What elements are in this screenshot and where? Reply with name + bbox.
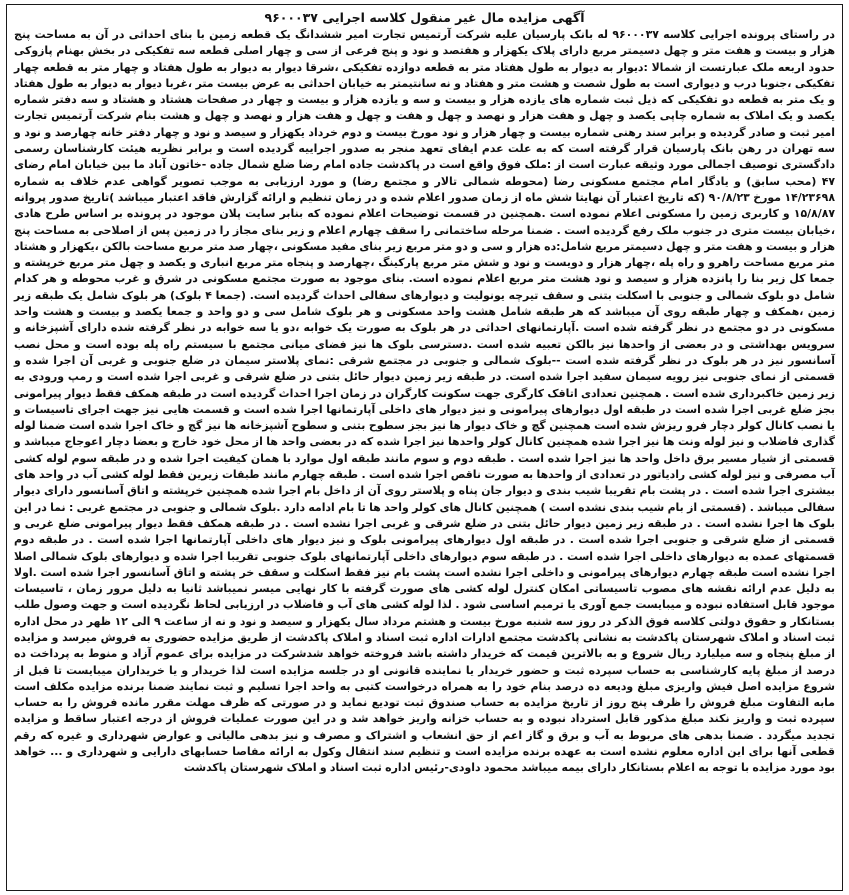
notice-body <box>14 27 835 777</box>
auction-notice <box>6 4 843 891</box>
notice-title: آگهی مزایده مال غیر منقول کلاسه اجرایی ۹۶۰۰۰۳۷ <box>264 10 585 25</box>
notice-paragraph: در راستای پرونده اجرایی کلاسه ۹۶۰۰۰۳۷ له بانک پارسیان علیه شرکت آرتمیس تجارت امیر ششدانگ یک قطعه زمین با بنای احداثی در آن به مساحت پنج هزار و بیست و هفت متر و چهل دسیمتر مربع دارای پلاک یکهزار و هفتصد و نود و پنج فرعی از سی و چهار اصلی قطعه سه تفکیکی در بخش بهنام پازوکی حدود اربعه ملک عبارتست از شمالا :دیوار به دیوار به طول هفتاد متر به قطعه دوازده تفکیکی ،شرقا دیوار به دیوار به طول هفتاد و چهار متر به قطعه چهار تفکیکی ،جنوبا درب و دیواری است به طول شصت و هشت متر و هفتاد و نه سانتیمتر به خیابان احداثی به عرض بیست متر ،غربا دیوار به دیوار به طول هفتاد و یک متر به قطعه دو تفکیکی که ذیل ثبت شماره های یازده هزار و بیست و سه و یازده هزار و بیست و چهار در صفحات هشتاد و هشتاد و سه دفتر شماره یکصد و یک املاک به شماره چاپی یکصد و چهل و هفت هزار و نهصد و چهل و هفت و چهل و هفت هزار و نهصد و چهل و هشت بنام شرکت آرتمیس تجارت امیر ثبت و صادر گردیده و برابر سند رهنی شماره بیست و چهار هزار و نود مورخ بیست و دوم خرداد یکهزار و سیصد و نود و چهار دفتر خانه چهارصد و نود و سه تهران در رهن بانک پارسیان قرار گرفته است که به علت عدم ایفای تعهد منجر به صدور اجراییه گردیده است و برابر نظریه هیئت کارشناسان رسمی دادگستری توصیف اجمالی مورد وثیقه عبارت است از :ملک فوق واقع است در پاکدشت جاده امام رضا ضلع شمال جاده -خاتون آباد ما بین خیابان امام رضای ۴۷ (محب سابق) و یادگار امام مجتمع مسکونی رضا (محوطه شمالی تالار و مجتمع رضا) و مورد ارزیابی به موجب تصویر گواهی عدم خلاف به شماره ۱۴/۲۳۶۹۸ مورخ ۹۰/۸/۲۳ (که تاریخ اعتبار آن نهایتا شش ماه از زمان صدور اعلام شده و در زمان تنظیم و ارائه گزارش فاقد اعتبار میباشد )تاریخ صدور پروانه ۱۵/۸/۸۷ و کاربری زمین را مسکونی اعلام نموده است .همچنین در قسمت توضیحات اعلام نموده که بنابر سایت پلان موجود در پرونده بر اساس طرح هادی ،خیابان بیست متری در جنوب ملک رفع گردیده است . ضمنا مرحله ساختمانی را سقف چهارم اعلام و زیر بنای مجاز را در زمین پس از اصلاحی به مساحت پنج هزار و بیست و هفت متر و چهل دسیمتر مربع شامل:ده هزار و سی و دو متر مربع زیر بنای مفید مسکونی ،چهار صد متر مربع مساحت بالکن ،یکهزار و هشتاد متر مربع مساحت راهرو و راه پله ،چهار هزار و دویست و نود و شش متر مربع پارکینگ ،چهارصد و پنجاه متر مربع انباری و یکصد و چهل متر مربع خرپشته و جمعا کل زیر بنا را پانزده هزار و سیصد و نود هشت متر مربع اعلام نموده است. بنای موجود به صورت مجتمع مسکونی در شرق و غرب محوطه و هر کدام شامل دو بلوک شمالی و جنوبی با اسکلت بتنی و سقف تیرچه یونولیت و دیوارهای سفالی احداث گردیده است. (جمعا ۴ بلوک) هر بلوک شامل یک طبقه زیر زمین ،همکف و چهار طبقه روی آن میباشد که هر طبقه شامل هشت واحد مسکونی و هر بلوک شامل سی و دو واحد و جمعا یکصد و بیست و هشت واحد مسکونی در دو مجتمع در نظر گرفته شده است .آپارتمانهای احداثی در هر بلوک به صورت یک خوابه ،دو یا سه خوابه در نظر گرفته شده دارای آشپزخانه و سرویس بهداشتی و در بعضی از واحدها نیز بالکن تعبیه شده است .دسترسی بلوک ها نیز فضای میانی مجتمع با سیستم راه پله بوده است و محل نصب آسانسور نیز در هر بلوک در نظر گرفته شده است --بلوک شمالی و جنوبی در مجتمع شرقی :نمای پلاستر سیمان در ضلع جنوبی و غربی آن اجرا شده و قسمتی از نمای جنوبی نیز رویه سیمان سفید اجرا شده است. در طبقه زیر زمین دیوار حائل بتنی در ضلع شرقی و غربی اجرا شده است و رمپ ورودی به زیر زمین خاکبرداری شده است . همچنین تعدادی اتاقک کارگری جهت سکونت کارگران در زمان اجرا احداث گردیده است در طبقه همکف فقط دیوار پیرامونی بجز ضلع غربی اجرا شده است در طبقه اول دیوارهای پیرامونی و نیز دیوار های داخلی آپارتمانها اجرا شده است و قسمت هایی نیز جهت اجرای تاسیسات و یا نصب کانال کولر دچار فرو ریزش شده است همچنین گچ و خاک دیوار ها نیز بجز سطوح بتنی و سطوح آشپزخانه ها نیز گچ و خاک اجرا شده است ضمنا لوله گذاری فاضلاب و نیز لوله ونت ها نیز اجرا شده همچنین کانال کولر واحدها نیز اجرا شده که در بعضی واحد ها از محل خود خارج و بعضا دچار اعوجاج میباشد و قسمتی از شیار مسیر برق داخل واحد ها نیز اجرا شده است . طبقه دوم و سوم مانند طبقه اول موارد با همان کیفیت اجرا شده و در طبقه سوم لوله کشی آب مصرفی و نیز لوله کشی رادیاتور در تعدادی از واحدها به صورت ناقص اجرا شده است . طبقه چهارم مانند طبقات زیرین فقط لوله کشی آب در واحد های بیشتری اجرا شده است . در پشت بام تقریبا شیب بندی و دیوار جان پناه و پلاستر روی آن از داخل بام اجرا شده همچنین خرپشته و اتاق آسانسور دارای دیوار سفالی میباشد . (قسمتی از بام شیب بندی نشده است ) همچنین کانال های کولر واحد ها تا بام ادامه دارد .بلوک شمالی و جنوبی در مجتمع غربی : نما در این بلوک ها اجرا نشده است . در طبقه زیر زمین دیوار حائل بتنی در ضلع شرقی و غربی اجرا نشده است . در طبقه همکف فقط دیوار پیرامونی ضلع غربی و قسمتی از ضلع شرقی و جنوبی اجرا شده است . در طبقه اول دیوارهای پیرامونی بلوک و نیز دیوار های داخلی آپارتمانها اجرا شده است . در طبقه دوم قسمتهای عمده به دیوارهای داخلی اجرا شده است . در طبقه سوم دیوارهای داخلی آپارتمانهای بلوک جنوبی تقریبا اجرا شده و دیوارهای بلوک شمالی اصلا اجرا نشده است طبقه چهارم دیوارهای پیرامونی و داخلی اجرا نشده است پشت بام نیز فقط اسکلت و سقف خر پشته و اتاق آسانسور اجرا شده است .اولا به دلیل عدم ارائه نقشه های مصوب تاسیساتی امکان کنترل لوله کشی های صورت گرفته با کار نهایی میسر نمیباشد ثانیا به دلیل مرور زمان ، تاسیسات موجود قابل استفاده نبوده و میبایست جمع آوری یا ترمیم اساسی شود . لذا لوله کشی های آب و فاضلاب در ارزیابی لحاظ نگردیده است و جهت وصول طلب بستانکار و حقوق دولتی کلاسه فوق الذکر در روز سه شنبه مورخ بیست و هشتم مرداد سال یکهزار و سیصد و نود و نه از ساعت ۹ الی ۱۲ ظهر در محل اداره ثبت اسناد و املاک شهرستان پاکدشت به نشانی پاکدشت مجتمع ادارات اداره ثبت اسناد و املاک پاکدشت از طریق مزایده حضوری به فروش میرسد و مزایده از مبلغ پنجاه و سه میلیارد ریال شروع و به بالاترین قیمت که خریدار داشته باشد فروخته خواهد شدشرکت در مزایده برای عموم آزاد و منوط به پرداخت ده درصد از مبلغ پایه کارشناسی به حساب سپرده ثبت و حضور خریدار یا نماینده قانونی او در جلسه مزایده است لذا خریدار و یا خریداران میبایست تا قبل از شروع مزایده اصل فیش واریزی مبلغ ودیعه ده درصد بنام خود را به همراه درخواست کتبی به واحد اجرا تسلیم و ثبت نمایند ضمنا برنده مزایده مکلف است مابه التفاوت مبلغ فروش را ظرف پنج روز از تاریخ مزایده به حساب صندوق ثبت تودیع نماید و در صورتی که ظرف مهلت مقرر مانده فروش را به حساب سپرده ثبت و واریز نکند مبلغ مذکور قابل استرداد نبوده و به حساب خزانه واریز خواهد شد و در این صورت عملیات فروش از درجه اعتبار ساقط و مزایده تجدید میگردد . ضمنا بدهی های مربوط به آب و برق و گاز اعم از حق انشعاب و اشتراک و مصرف و نیز بدهی مالیاتی و عوارض شهرداری و غیره که رقم قطعی آنها برای این اداره معلوم نشده است به عهده برنده مزایده است و تنظیم سند انتقال وکول به ارائه مفاصا حسابهای دارایی و شهرداری و ... خواهد بود مورد مزایده با توجه به اعلام بستانکار دارای بیمه میباشد محمود داودی-رئیس اداره ثبت اسناد و املاک شهرستان پاکدشت <box>14 28 835 775</box>
